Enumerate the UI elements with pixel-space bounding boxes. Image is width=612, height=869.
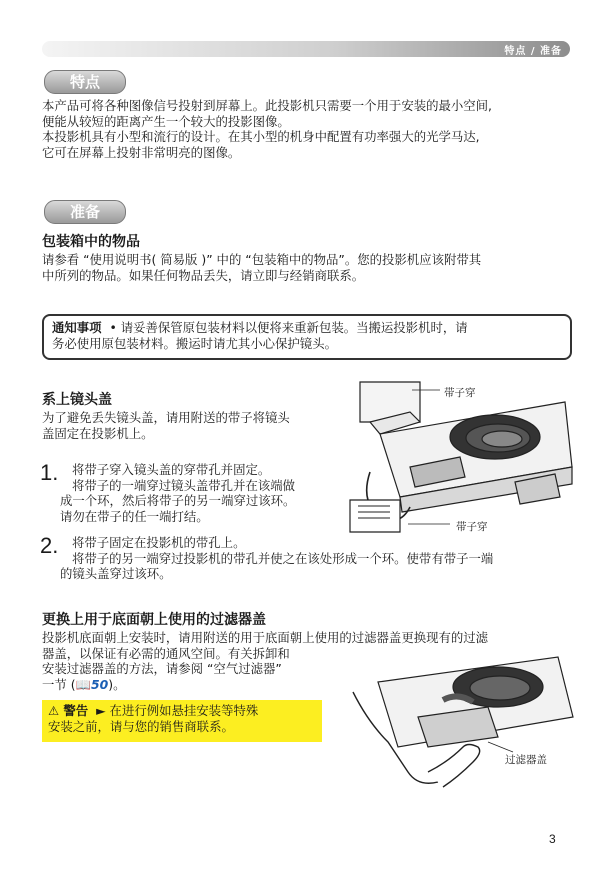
warning-text [48, 703, 316, 735]
filter-line: 投影机底面朝上安装时，请用附送的用于底面朝上使用的过滤器盖更换现有的过滤 [42, 630, 489, 645]
features-line: 本产品可将各种图像信号投射到屏幕上。此投影机只需要一个用于安装的最小空间, [42, 98, 493, 113]
step-number-1: 1. [40, 460, 59, 485]
step-1-line: 将带子穿入镜头盖的穿带孔并固定。 [72, 462, 271, 477]
notice-box [42, 314, 572, 360]
section-pill-preparation: 准备 [44, 200, 126, 224]
lens-intro-line: 盖固定在投影机上。 [42, 425, 154, 441]
notice-text [52, 320, 562, 352]
filter-cover-illustration [348, 652, 580, 792]
section-pill-features: 特点 [44, 70, 126, 94]
step-number-2: 2. [40, 533, 59, 558]
step-1-line: 请勿在带子的任一端打结。 [60, 508, 209, 524]
filter-ref-page-link[interactable]: 50 [91, 676, 109, 692]
lens-heading: 系上镜头盖 [42, 392, 112, 408]
contents-line: 请参看 “使用说明书( 简易版 )” 中的 “包装箱中的物品”。您的投影机应该附带其 [42, 252, 482, 267]
callout-strap-top: 带子穿 [444, 387, 476, 399]
book-icon: 📖 [75, 676, 91, 692]
header-title: 特点 / 准备 [504, 46, 562, 57]
contents-paragraph [42, 252, 582, 283]
step-1-text [60, 462, 350, 524]
lens-intro [42, 410, 342, 441]
filter-line: 安装过滤器盖的方法，请参阅 “空气过滤器” [42, 661, 282, 676]
step-1-line: 将带子的一端穿过镜头盖带孔并在该端做 [72, 477, 296, 493]
filter-line: 器盖，以保证有必需的通风空间。有关拆卸和 [42, 645, 290, 661]
contents-line: 中所列的物品。如果任何物品丢失，请立即与经销商联系。 [42, 267, 365, 283]
step-2-line: 将带子固定在投影机的带孔上。 [72, 535, 246, 550]
step-2-line: 将带子的另一端穿过投影机的带孔并使之在该处形成一个环。使带有带子一端 [72, 550, 494, 566]
features-line: 便能从较短的距离产生一个较大的投影图像。 [42, 113, 290, 129]
step-1-line: 成一个环，然后将带子的另一端穿过该环。 [60, 493, 296, 508]
filter-ref-suffix: )。 [108, 676, 126, 692]
notice-label: 通知事项 [52, 320, 102, 335]
callout-filter-cover: 过滤器盖 [505, 754, 547, 766]
lens-intro-line: 为了避免丢失镜头盖，请用附送的带子将镜头 [42, 410, 290, 425]
callout-strap-bottom: 带子穿 [456, 521, 488, 533]
warning-box [42, 700, 322, 742]
features-line: 本投影机具有小型和流行的设计。在其小型的机身中配置有功率强大的光学马达, [42, 129, 480, 144]
features-paragraph [42, 98, 582, 160]
filter-ref-prefix: 一节 ( [42, 676, 76, 692]
step-2-line: 的镜头盖穿过该环。 [60, 566, 172, 581]
features-line: 它可在屏幕上投射非常明亮的图像。 [42, 144, 241, 160]
contents-heading: 包装箱中的物品 [42, 234, 140, 250]
notice-line: 务必使用原包装材料。搬运时请尤其小心保护镜头。 [52, 336, 337, 351]
warning-label: ⚠ 警告 [48, 703, 89, 718]
warning-line: 安装之前，请与您的销售商联系。 [48, 719, 234, 734]
filter-heading: 更换上用于底面朝上使用的过滤器盖 [42, 612, 266, 628]
warning-line: ► 在进行例如悬挂安装等特殊 [96, 703, 259, 718]
notice-line: • 请妥善保管原包装材料以便将来重新包装。当搬运投影机时，请 [109, 320, 468, 335]
page-number: 3 [549, 832, 556, 846]
header-bar [42, 41, 570, 57]
